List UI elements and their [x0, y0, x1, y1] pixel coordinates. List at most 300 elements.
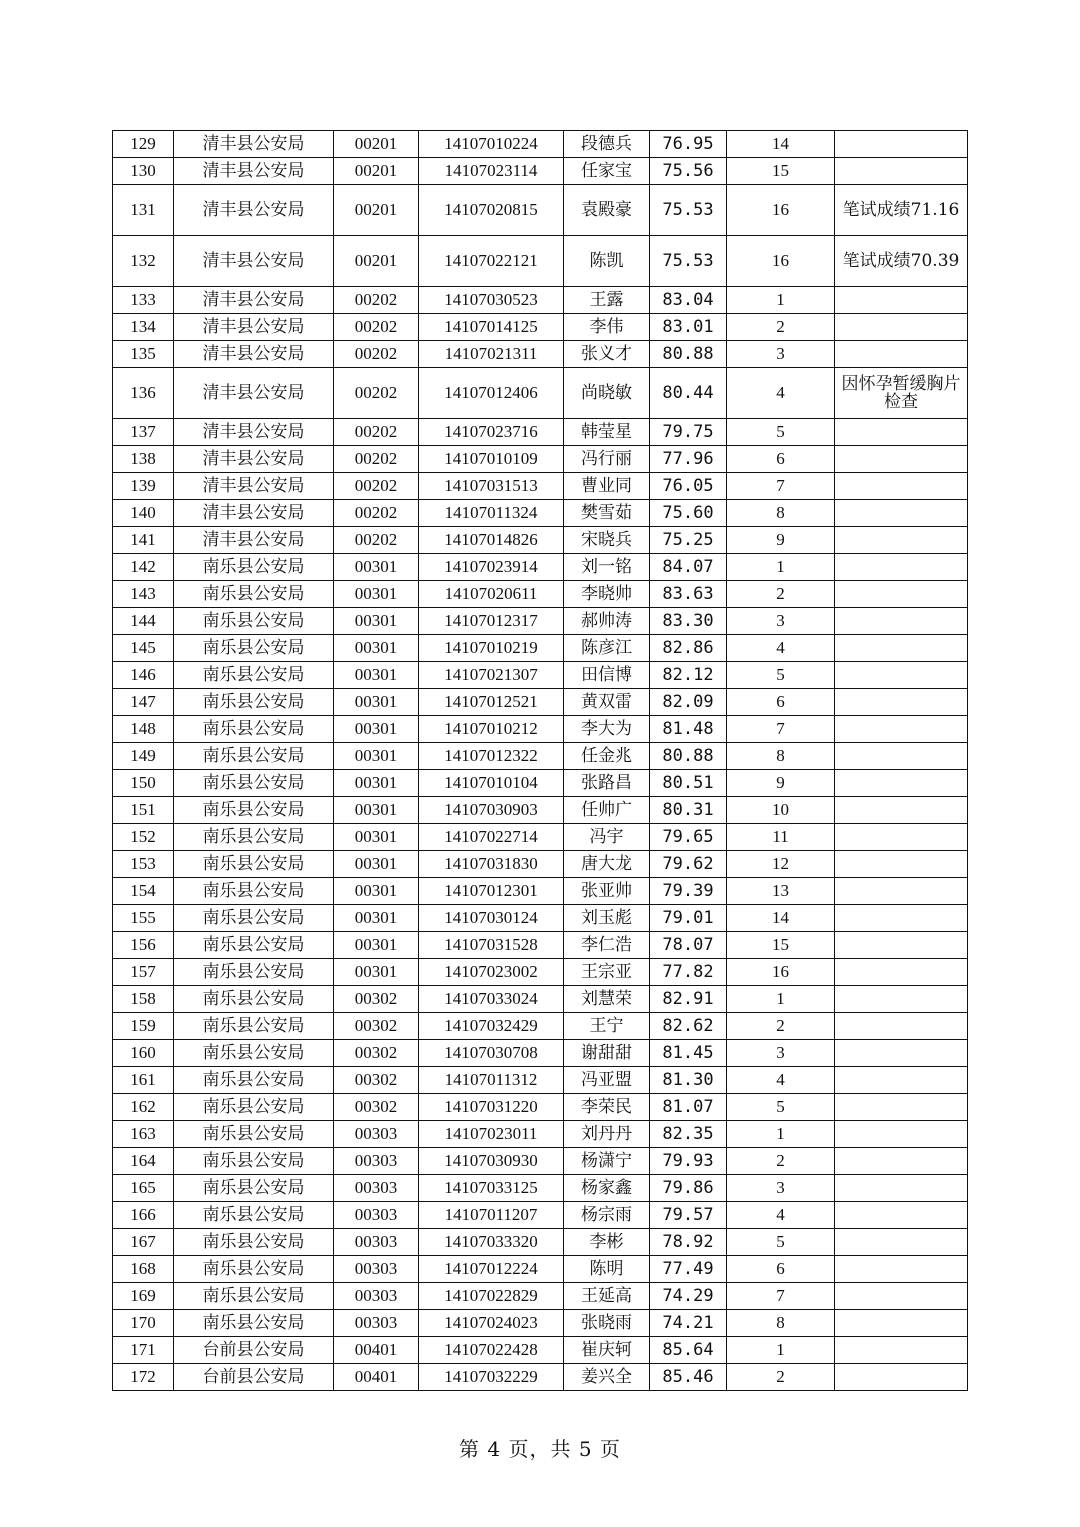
row-number-cell: 135 — [113, 341, 174, 368]
row-number-cell: 138 — [113, 446, 174, 473]
rank-cell: 5 — [727, 1229, 835, 1256]
unit-cell: 清丰县公安局 — [174, 473, 334, 500]
candidate-name-cell: 张亚帅 — [564, 878, 650, 905]
rank-cell: 3 — [727, 608, 835, 635]
score-cell: 82.12 — [650, 662, 727, 689]
row-number-cell: 155 — [113, 905, 174, 932]
score-cell: 80.44 — [650, 368, 727, 419]
row-number-cell: 147 — [113, 689, 174, 716]
unit-cell: 南乐县公安局 — [174, 797, 334, 824]
exam-id-cell: 14107023716 — [419, 419, 564, 446]
candidate-name-cell: 刘丹丹 — [564, 1121, 650, 1148]
score-cell: 84.07 — [650, 554, 727, 581]
rank-cell: 1 — [727, 1337, 835, 1364]
row-number-cell: 140 — [113, 500, 174, 527]
table-row — [113, 581, 968, 608]
position-code-cell: 00303 — [334, 1121, 419, 1148]
note-cell — [835, 1283, 968, 1310]
unit-cell: 清丰县公安局 — [174, 368, 334, 419]
candidate-name-cell: 杨潇宁 — [564, 1148, 650, 1175]
exam-id-cell: 14107010219 — [419, 635, 564, 662]
position-code-cell: 00301 — [334, 878, 419, 905]
row-number-cell: 158 — [113, 986, 174, 1013]
unit-cell: 清丰县公安局 — [174, 527, 334, 554]
row-number-cell: 164 — [113, 1148, 174, 1175]
rank-cell: 3 — [727, 1040, 835, 1067]
candidate-name-cell: 田信博 — [564, 662, 650, 689]
score-cell: 79.86 — [650, 1175, 727, 1202]
table-row — [113, 608, 968, 635]
table-row — [113, 770, 968, 797]
score-cell: 80.51 — [650, 770, 727, 797]
rank-cell: 2 — [727, 581, 835, 608]
rank-cell: 3 — [727, 1175, 835, 1202]
unit-cell: 南乐县公安局 — [174, 1040, 334, 1067]
row-number-cell: 154 — [113, 878, 174, 905]
score-cell: 82.91 — [650, 986, 727, 1013]
row-number-cell: 170 — [113, 1310, 174, 1337]
unit-cell: 南乐县公安局 — [174, 1229, 334, 1256]
table-row — [113, 716, 968, 743]
position-code-cell: 00201 — [334, 131, 419, 158]
note-cell — [835, 689, 968, 716]
position-code-cell: 00303 — [334, 1148, 419, 1175]
rank-cell: 8 — [727, 743, 835, 770]
exam-id-cell: 14107010212 — [419, 716, 564, 743]
score-cell: 81.30 — [650, 1067, 727, 1094]
exam-id-cell: 14107020815 — [419, 185, 564, 236]
rank-cell: 16 — [727, 185, 835, 236]
rank-cell: 16 — [727, 959, 835, 986]
score-cell: 74.21 — [650, 1310, 727, 1337]
position-code-cell: 00301 — [334, 689, 419, 716]
row-number-cell: 168 — [113, 1256, 174, 1283]
unit-cell: 南乐县公安局 — [174, 743, 334, 770]
rank-cell: 13 — [727, 878, 835, 905]
candidate-name-cell: 李仁浩 — [564, 932, 650, 959]
position-code-cell: 00303 — [334, 1310, 419, 1337]
row-number-cell: 146 — [113, 662, 174, 689]
unit-cell: 南乐县公安局 — [174, 986, 334, 1013]
score-cell: 79.39 — [650, 878, 727, 905]
note-cell — [835, 1067, 968, 1094]
candidate-name-cell: 张义才 — [564, 341, 650, 368]
candidate-name-cell: 李荣民 — [564, 1094, 650, 1121]
rank-cell: 4 — [727, 368, 835, 419]
table-row — [113, 1310, 968, 1337]
rank-cell: 9 — [727, 770, 835, 797]
score-cell: 83.01 — [650, 314, 727, 341]
note-cell — [835, 1310, 968, 1337]
note-cell — [835, 419, 968, 446]
rank-cell: 1 — [727, 1121, 835, 1148]
unit-cell: 南乐县公安局 — [174, 1094, 334, 1121]
exam-id-cell: 14107022829 — [419, 1283, 564, 1310]
score-cell: 77.49 — [650, 1256, 727, 1283]
table-row — [113, 689, 968, 716]
note-cell — [835, 824, 968, 851]
exam-id-cell: 14107014125 — [419, 314, 564, 341]
rank-cell: 7 — [727, 473, 835, 500]
row-number-cell: 136 — [113, 368, 174, 419]
exam-id-cell: 14107012224 — [419, 1256, 564, 1283]
unit-cell: 南乐县公安局 — [174, 1148, 334, 1175]
row-number-cell: 134 — [113, 314, 174, 341]
note-cell — [835, 743, 968, 770]
table-row — [113, 185, 968, 236]
unit-cell: 南乐县公安局 — [174, 1175, 334, 1202]
note-cell — [835, 1256, 968, 1283]
score-cell: 85.46 — [650, 1364, 727, 1391]
table-row — [113, 473, 968, 500]
candidate-name-cell: 袁殿豪 — [564, 185, 650, 236]
unit-cell: 南乐县公安局 — [174, 635, 334, 662]
exam-id-cell: 14107020611 — [419, 581, 564, 608]
candidate-name-cell: 姜兴全 — [564, 1364, 650, 1391]
unit-cell: 台前县公安局 — [174, 1364, 334, 1391]
score-cell: 79.57 — [650, 1202, 727, 1229]
exam-id-cell: 14107014826 — [419, 527, 564, 554]
note-cell — [835, 635, 968, 662]
position-code-cell: 00202 — [334, 314, 419, 341]
row-number-cell: 139 — [113, 473, 174, 500]
score-cell: 83.30 — [650, 608, 727, 635]
table-row — [113, 1013, 968, 1040]
position-code-cell: 00202 — [334, 368, 419, 419]
results-table-body — [113, 131, 968, 1391]
table-row — [113, 743, 968, 770]
table-row — [113, 236, 968, 287]
unit-cell: 南乐县公安局 — [174, 770, 334, 797]
rank-cell: 11 — [727, 824, 835, 851]
score-cell: 82.35 — [650, 1121, 727, 1148]
table-row — [113, 1040, 968, 1067]
candidate-name-cell: 任家宝 — [564, 158, 650, 185]
table-row — [113, 554, 968, 581]
position-code-cell: 00302 — [334, 1067, 419, 1094]
candidate-name-cell: 黄双雷 — [564, 689, 650, 716]
table-row — [113, 1202, 968, 1229]
row-number-cell: 171 — [113, 1337, 174, 1364]
note-cell — [835, 851, 968, 878]
score-cell: 78.07 — [650, 932, 727, 959]
rank-cell: 2 — [727, 1148, 835, 1175]
rank-cell: 8 — [727, 1310, 835, 1337]
rank-cell: 12 — [727, 851, 835, 878]
score-cell: 75.56 — [650, 158, 727, 185]
position-code-cell: 00201 — [334, 158, 419, 185]
unit-cell: 清丰县公安局 — [174, 185, 334, 236]
unit-cell: 南乐县公安局 — [174, 1121, 334, 1148]
exam-id-cell: 14107024023 — [419, 1310, 564, 1337]
candidate-name-cell: 张路昌 — [564, 770, 650, 797]
table-row — [113, 341, 968, 368]
row-number-cell: 145 — [113, 635, 174, 662]
table-row — [113, 797, 968, 824]
rank-cell: 14 — [727, 131, 835, 158]
exam-id-cell: 14107012406 — [419, 368, 564, 419]
unit-cell: 清丰县公安局 — [174, 500, 334, 527]
row-number-cell: 133 — [113, 287, 174, 314]
note-cell — [835, 770, 968, 797]
score-cell: 79.65 — [650, 824, 727, 851]
candidate-name-cell: 刘慧荣 — [564, 986, 650, 1013]
candidate-name-cell: 王宁 — [564, 1013, 650, 1040]
row-number-cell: 159 — [113, 1013, 174, 1040]
position-code-cell: 00302 — [334, 1040, 419, 1067]
candidate-name-cell: 唐大龙 — [564, 851, 650, 878]
row-number-cell: 150 — [113, 770, 174, 797]
exam-id-cell: 14107031220 — [419, 1094, 564, 1121]
candidate-name-cell: 任帅广 — [564, 797, 650, 824]
row-number-cell: 143 — [113, 581, 174, 608]
note-cell — [835, 1094, 968, 1121]
note-cell — [835, 1202, 968, 1229]
position-code-cell: 00401 — [334, 1364, 419, 1391]
exam-id-cell: 14107031830 — [419, 851, 564, 878]
exam-id-cell: 14107023914 — [419, 554, 564, 581]
row-number-cell: 172 — [113, 1364, 174, 1391]
exam-id-cell: 14107011312 — [419, 1067, 564, 1094]
row-number-cell: 160 — [113, 1040, 174, 1067]
row-number-cell: 141 — [113, 527, 174, 554]
candidate-name-cell: 樊雪茹 — [564, 500, 650, 527]
unit-cell: 清丰县公安局 — [174, 158, 334, 185]
table-row — [113, 1337, 968, 1364]
note-cell — [835, 1364, 968, 1391]
unit-cell: 南乐县公安局 — [174, 1310, 334, 1337]
table-row — [113, 158, 968, 185]
unit-cell: 南乐县公安局 — [174, 959, 334, 986]
candidate-name-cell: 李伟 — [564, 314, 650, 341]
note-cell — [835, 158, 968, 185]
table-row — [113, 932, 968, 959]
exam-id-cell: 14107030523 — [419, 287, 564, 314]
table-row — [113, 959, 968, 986]
table-row — [113, 1364, 968, 1391]
candidate-name-cell: 冯行丽 — [564, 446, 650, 473]
note-cell — [835, 959, 968, 986]
unit-cell: 南乐县公安局 — [174, 932, 334, 959]
rank-cell: 14 — [727, 905, 835, 932]
table-row — [113, 1121, 968, 1148]
candidate-name-cell: 李大为 — [564, 716, 650, 743]
rank-cell: 4 — [727, 1067, 835, 1094]
unit-cell: 台前县公安局 — [174, 1337, 334, 1364]
position-code-cell: 00301 — [334, 581, 419, 608]
exam-id-cell: 14107012301 — [419, 878, 564, 905]
candidate-name-cell: 陈明 — [564, 1256, 650, 1283]
candidate-name-cell: 刘一铭 — [564, 554, 650, 581]
rank-cell: 9 — [727, 527, 835, 554]
results-table — [112, 130, 968, 1391]
position-code-cell: 00301 — [334, 635, 419, 662]
position-code-cell: 00301 — [334, 797, 419, 824]
unit-cell: 南乐县公安局 — [174, 851, 334, 878]
candidate-name-cell: 段德兵 — [564, 131, 650, 158]
position-code-cell: 00302 — [334, 986, 419, 1013]
exam-id-cell: 14107023002 — [419, 959, 564, 986]
note-cell — [835, 905, 968, 932]
unit-cell: 南乐县公安局 — [174, 1256, 334, 1283]
exam-id-cell: 14107033024 — [419, 986, 564, 1013]
rank-cell: 6 — [727, 1256, 835, 1283]
position-code-cell: 00303 — [334, 1175, 419, 1202]
rank-cell: 5 — [727, 662, 835, 689]
score-cell: 82.62 — [650, 1013, 727, 1040]
candidate-name-cell: 杨家鑫 — [564, 1175, 650, 1202]
position-code-cell: 00202 — [334, 473, 419, 500]
score-cell: 75.25 — [650, 527, 727, 554]
score-cell: 77.96 — [650, 446, 727, 473]
note-cell — [835, 500, 968, 527]
position-code-cell: 00202 — [334, 287, 419, 314]
position-code-cell: 00202 — [334, 500, 419, 527]
exam-id-cell: 14107023011 — [419, 1121, 564, 1148]
row-number-cell: 131 — [113, 185, 174, 236]
unit-cell: 清丰县公安局 — [174, 341, 334, 368]
unit-cell: 南乐县公安局 — [174, 716, 334, 743]
note-cell — [835, 797, 968, 824]
score-cell: 76.95 — [650, 131, 727, 158]
row-number-cell: 166 — [113, 1202, 174, 1229]
score-cell: 79.93 — [650, 1148, 727, 1175]
row-number-cell: 151 — [113, 797, 174, 824]
table-row — [113, 500, 968, 527]
table-row — [113, 635, 968, 662]
note-cell — [835, 1229, 968, 1256]
exam-id-cell: 14107012322 — [419, 743, 564, 770]
row-number-cell: 153 — [113, 851, 174, 878]
score-cell: 82.09 — [650, 689, 727, 716]
row-number-cell: 169 — [113, 1283, 174, 1310]
candidate-name-cell: 刘玉彪 — [564, 905, 650, 932]
row-number-cell: 167 — [113, 1229, 174, 1256]
score-cell: 82.86 — [650, 635, 727, 662]
unit-cell: 南乐县公安局 — [174, 662, 334, 689]
rank-cell: 5 — [727, 419, 835, 446]
table-row — [113, 1283, 968, 1310]
row-number-cell: 137 — [113, 419, 174, 446]
exam-id-cell: 14107033320 — [419, 1229, 564, 1256]
candidate-name-cell: 任金兆 — [564, 743, 650, 770]
table-row — [113, 1175, 968, 1202]
note-cell — [835, 1175, 968, 1202]
note-cell — [835, 446, 968, 473]
position-code-cell: 00303 — [334, 1256, 419, 1283]
position-code-cell: 00201 — [334, 185, 419, 236]
score-cell: 75.53 — [650, 236, 727, 287]
exam-id-cell: 14107030708 — [419, 1040, 564, 1067]
table-row — [113, 419, 968, 446]
candidate-name-cell: 王宗亚 — [564, 959, 650, 986]
score-cell: 75.53 — [650, 185, 727, 236]
position-code-cell: 00301 — [334, 959, 419, 986]
candidate-name-cell: 李彬 — [564, 1229, 650, 1256]
note-cell — [835, 878, 968, 905]
exam-id-cell: 14107012521 — [419, 689, 564, 716]
score-cell: 79.01 — [650, 905, 727, 932]
note-cell — [835, 1121, 968, 1148]
score-cell: 81.45 — [650, 1040, 727, 1067]
score-cell: 85.64 — [650, 1337, 727, 1364]
rank-cell: 7 — [727, 716, 835, 743]
exam-id-cell: 14107030930 — [419, 1148, 564, 1175]
row-number-cell: 132 — [113, 236, 174, 287]
rank-cell: 15 — [727, 932, 835, 959]
rank-cell: 6 — [727, 446, 835, 473]
exam-id-cell: 14107021311 — [419, 341, 564, 368]
score-cell: 76.05 — [650, 473, 727, 500]
exam-id-cell: 14107030903 — [419, 797, 564, 824]
score-cell: 81.48 — [650, 716, 727, 743]
position-code-cell: 00301 — [334, 662, 419, 689]
table-row — [113, 905, 968, 932]
score-cell: 80.88 — [650, 341, 727, 368]
rank-cell: 5 — [727, 1094, 835, 1121]
row-number-cell: 157 — [113, 959, 174, 986]
candidate-name-cell: 冯宇 — [564, 824, 650, 851]
table-row — [113, 314, 968, 341]
table-row — [113, 1148, 968, 1175]
table-row — [113, 446, 968, 473]
position-code-cell: 00202 — [334, 419, 419, 446]
candidate-name-cell: 韩莹星 — [564, 419, 650, 446]
row-number-cell: 152 — [113, 824, 174, 851]
position-code-cell: 00301 — [334, 770, 419, 797]
position-code-cell: 00303 — [334, 1202, 419, 1229]
position-code-cell: 00303 — [334, 1229, 419, 1256]
table-row — [113, 662, 968, 689]
position-code-cell: 00301 — [334, 824, 419, 851]
exam-id-cell: 14107022428 — [419, 1337, 564, 1364]
exam-id-cell: 14107022714 — [419, 824, 564, 851]
row-number-cell: 142 — [113, 554, 174, 581]
score-cell: 77.82 — [650, 959, 727, 986]
candidate-name-cell: 张晓雨 — [564, 1310, 650, 1337]
rank-cell: 1 — [727, 986, 835, 1013]
rank-cell: 8 — [727, 500, 835, 527]
score-cell: 75.60 — [650, 500, 727, 527]
unit-cell: 南乐县公安局 — [174, 689, 334, 716]
exam-id-cell: 14107032229 — [419, 1364, 564, 1391]
rank-cell: 2 — [727, 1013, 835, 1040]
candidate-name-cell: 陈彦江 — [564, 635, 650, 662]
position-code-cell: 00301 — [334, 554, 419, 581]
unit-cell: 南乐县公安局 — [174, 1013, 334, 1040]
note-cell — [835, 1013, 968, 1040]
note-cell: 笔试成绩70.39 — [835, 236, 968, 287]
unit-cell: 清丰县公安局 — [174, 131, 334, 158]
position-code-cell: 00201 — [334, 236, 419, 287]
row-number-cell: 165 — [113, 1175, 174, 1202]
exam-id-cell: 14107021307 — [419, 662, 564, 689]
rank-cell: 10 — [727, 797, 835, 824]
note-cell — [835, 527, 968, 554]
candidate-name-cell: 曹业同 — [564, 473, 650, 500]
page-number-footer: 第 4 页，共 5 页 — [459, 1437, 621, 1461]
score-cell: 80.31 — [650, 797, 727, 824]
note-cell — [835, 986, 968, 1013]
note-cell — [835, 662, 968, 689]
rank-cell: 2 — [727, 314, 835, 341]
exam-id-cell: 14107022121 — [419, 236, 564, 287]
note-cell — [835, 608, 968, 635]
exam-id-cell: 14107023114 — [419, 158, 564, 185]
position-code-cell: 00202 — [334, 527, 419, 554]
row-number-cell: 163 — [113, 1121, 174, 1148]
candidate-name-cell: 陈凯 — [564, 236, 650, 287]
